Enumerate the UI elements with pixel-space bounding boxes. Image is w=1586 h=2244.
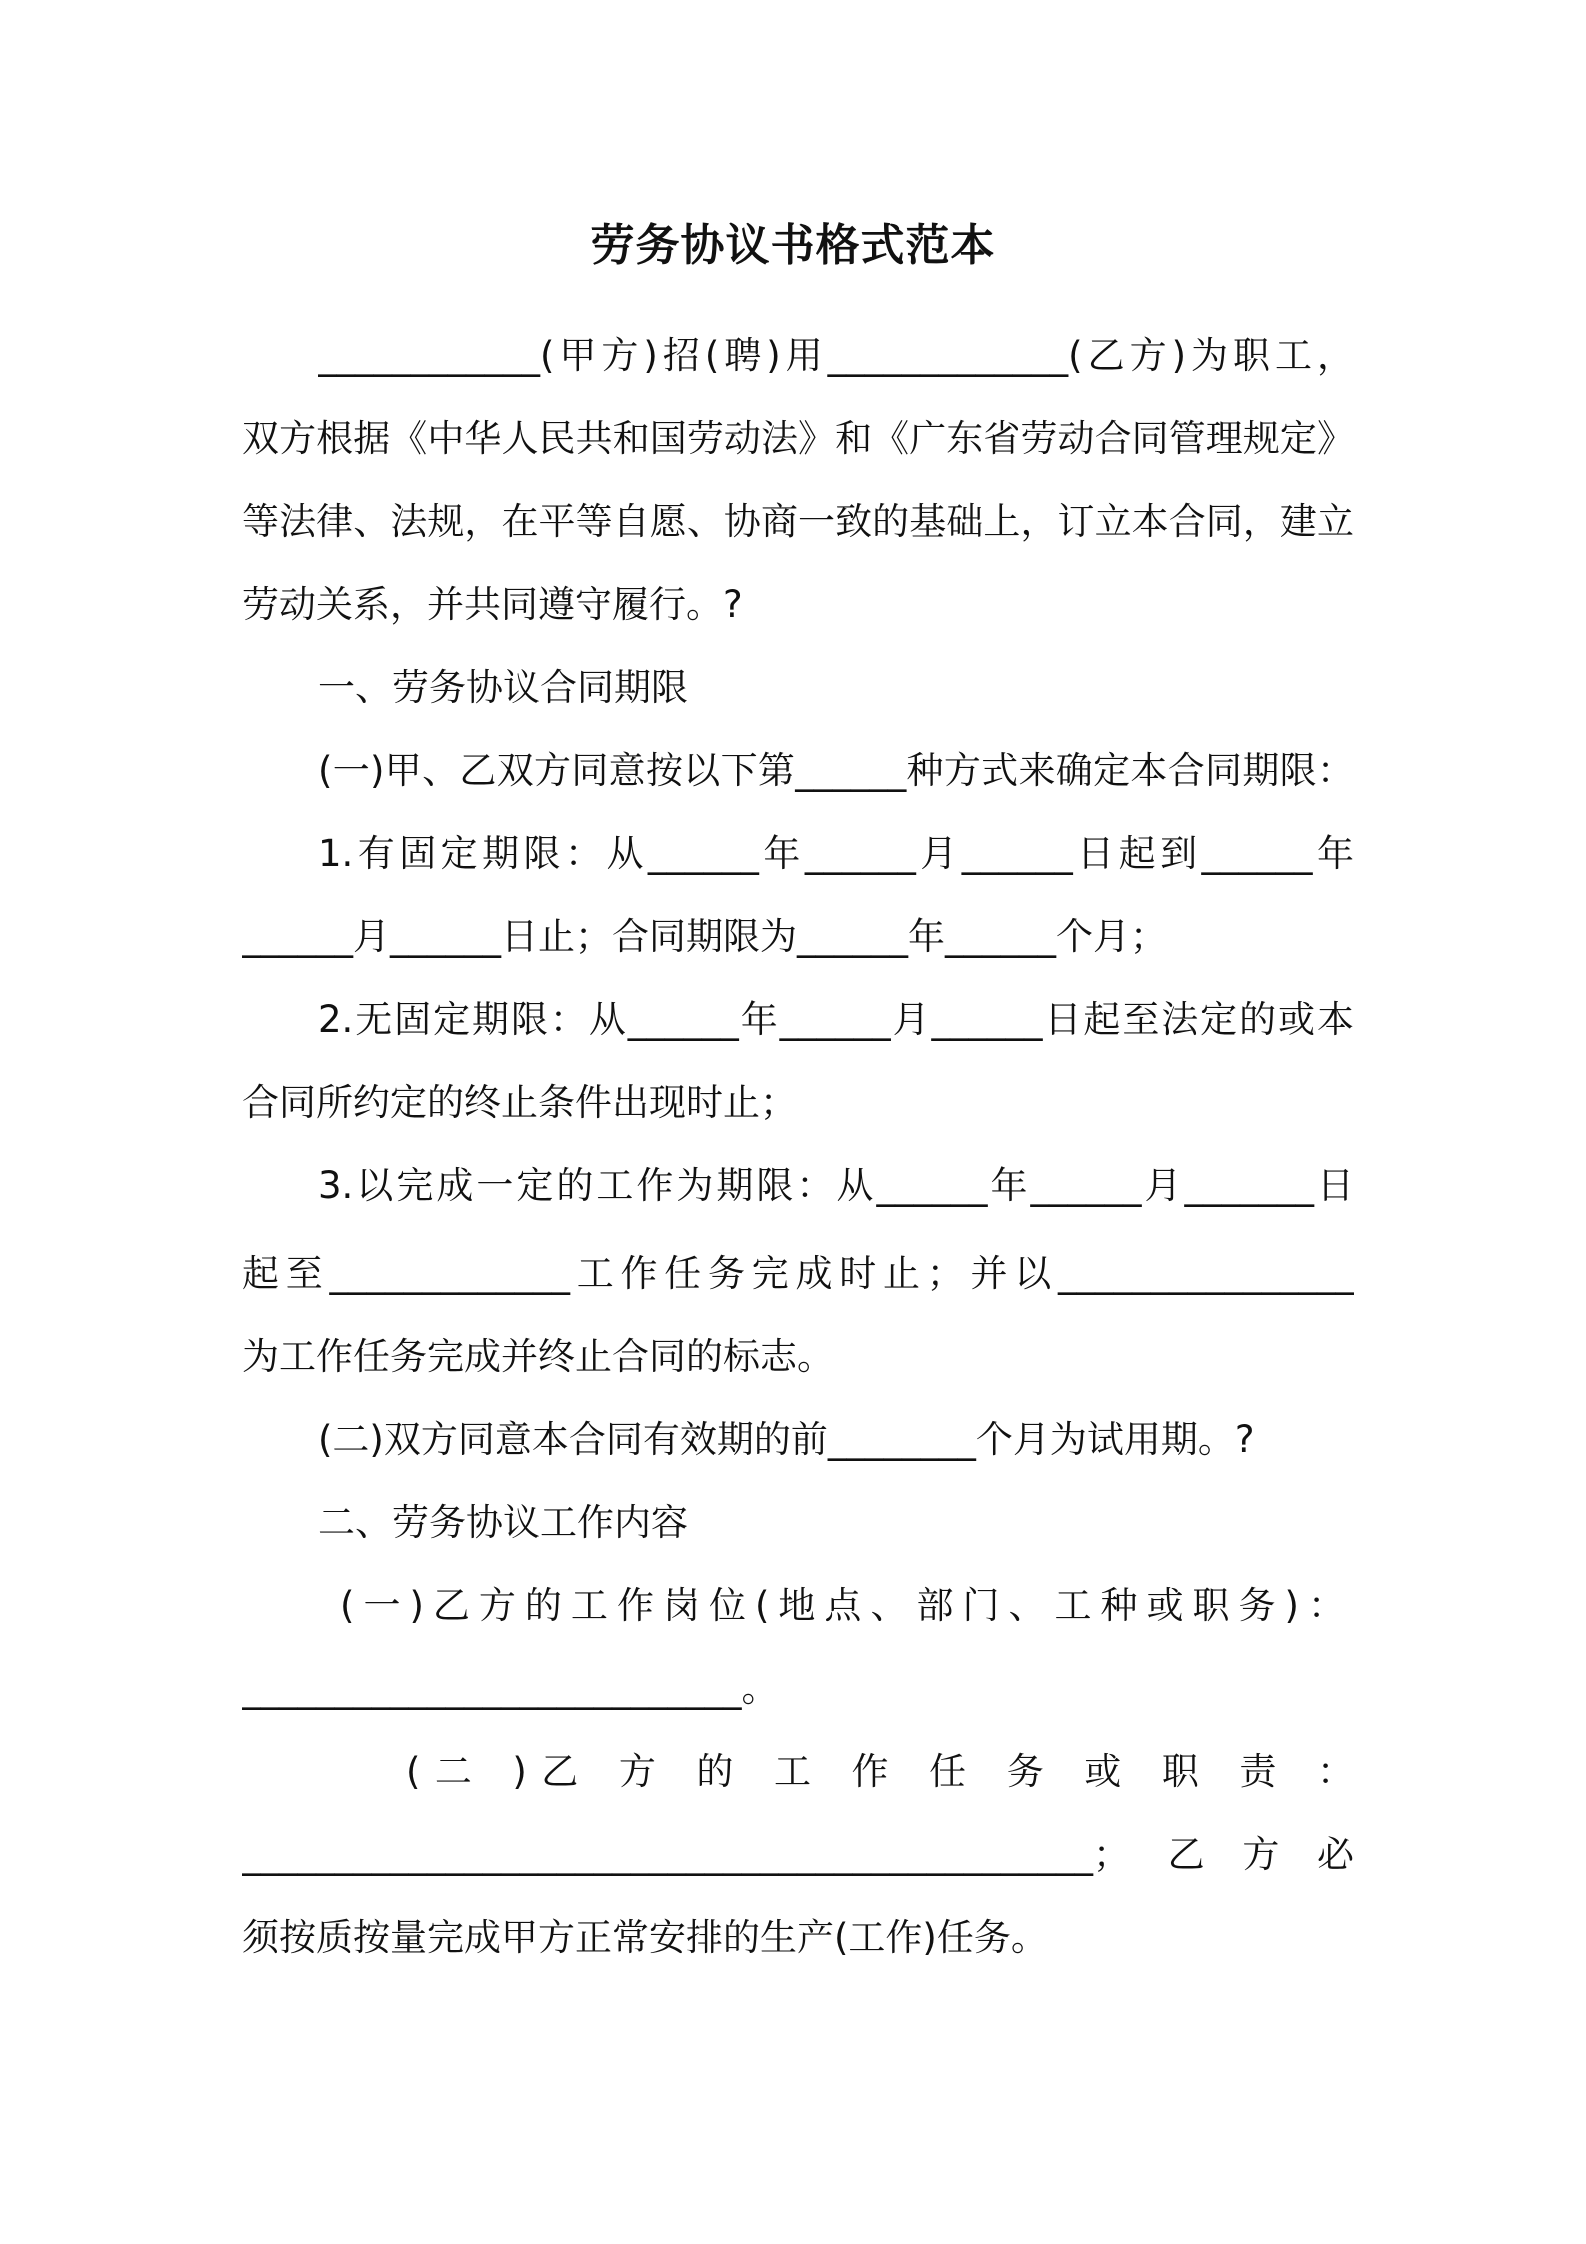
paragraph-line: 合同所约定的终止条件出现时止； bbox=[242, 1081, 797, 1124]
paragraph-line: (二 )乙 方 的 工 作 任 务 或 职 责 ： bbox=[406, 1750, 1354, 1793]
section-heading: 二、劳务协议工作内容 bbox=[318, 1501, 688, 1544]
paragraph-line: (二)双方同意本合同有效期的前________个月为试用期。? bbox=[318, 1418, 1255, 1461]
paragraph-line: ____________(甲方)招(聘)用_____________(乙方)为职工， bbox=[318, 334, 1354, 377]
paragraph-line: ______月______日止；合同期限为______年______个月； bbox=[242, 915, 1167, 958]
paragraph-line: 2.无固定期限：从______年______月______日起至法定的或本 bbox=[318, 998, 1354, 1041]
paragraph-line: (一)乙方的工作岗位(地点、部门、工种或职务)： bbox=[340, 1584, 1354, 1627]
paragraph-line: 为工作任务完成并终止合同的标志。 bbox=[242, 1335, 834, 1378]
paragraph-line: ______________________________________________；乙方必 bbox=[242, 1833, 1354, 1876]
paragraph-line: 3.以完成一定的工作为期限：从______年______月_______日 bbox=[318, 1164, 1354, 1207]
paragraph-line: 须按质按量完成甲方正常安排的生产(工作)任务。 bbox=[242, 1916, 1048, 1959]
paragraph-line: 劳动关系，并共同遵守履行。? bbox=[242, 583, 743, 626]
paragraph-line: 起至_____________工作任务完成时止；并以________________ bbox=[242, 1252, 1354, 1295]
paragraph-line: (一)甲、乙双方同意按以下第______种方式来确定本合同期限： bbox=[318, 749, 1354, 792]
paragraph-line: 等法律、法规，在平等自愿、协商一致的基础上，订立本合同，建立 bbox=[242, 500, 1354, 543]
paragraph-line: 1.有固定期限：从______年______月______日起到______年 bbox=[318, 832, 1354, 875]
document-title: 劳务协议书格式范本 bbox=[590, 220, 996, 271]
paragraph-line: 双方根据《中华人民共和国劳动法》和《广东省劳动合同管理规定》 bbox=[242, 417, 1354, 460]
section-heading: 一、劳务协议合同期限 bbox=[318, 666, 688, 709]
paragraph-line: ___________________________。 bbox=[242, 1667, 779, 1710]
